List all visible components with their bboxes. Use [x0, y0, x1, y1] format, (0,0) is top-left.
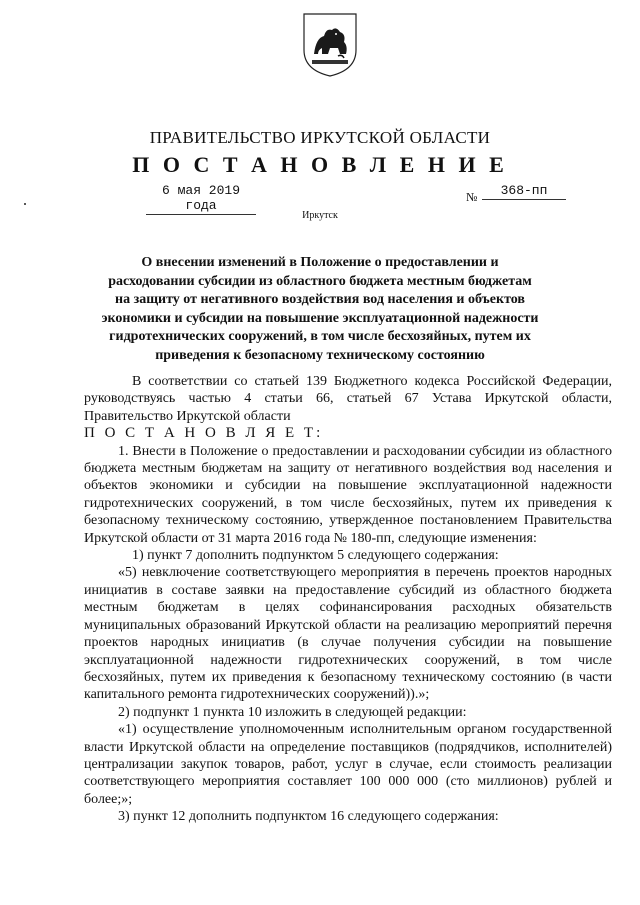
subitem-2-paragraph: 2) подпункт 1 пункта 10 изложить в следующей редакции: — [118, 704, 467, 720]
preamble-paragraph: В соответствии со статьей 139 Бюджетного кодекса Российской Федерации, руководствуясь частью 4 статьи 66, статьей 67 Устава Иркутской области, Правительство Иркутской области — [84, 374, 612, 424]
document-number: 368-пп — [482, 183, 566, 200]
number-sign: № — [466, 190, 478, 204]
stray-dot — [24, 203, 26, 205]
document-title: О внесении изменений в Положение о предоставлении и расходовании субсидии из областного бюджета местным бюджетам на защиту от негативного воздействия вод населения и объектов экономики и субсидии на повышение эксплуатационной надежности гидротехнических сооружений, в том числе бесхозяйных, путем их приведения к безопасному техническому состоянию — [101, 255, 539, 363]
document-city: Иркутск — [302, 210, 338, 221]
document-type: П О С Т А Н О В Л Е Н И Е — [132, 152, 508, 177]
subitem-3-paragraph: 3) пункт 12 дополнить подпунктом 16 следующего содержания: — [118, 809, 499, 825]
subitem-1-paragraph: 1) пункт 7 дополнить подпунктом 5 следующего содержания: — [132, 548, 499, 564]
document-date: 6 мая 2019 года — [146, 183, 256, 215]
resolves-heading: П О С Т А Н О В Л Я Е Т: — [84, 425, 324, 442]
subitem-2-text: «1) осуществление уполномоченным исполнительным органом государственной власти Иркутской области на определение поставщиков (подрядчиков, исполнителей) централизации закупок товаров, работ, услуг в случае, если стоимость реализации соответствующего мероприятия составляет 100 000 000 (сто миллионов) рублей и более;»; — [84, 722, 612, 807]
subitem-1-text: «5) невключение соответствующего мероприятия в перечень проектов народных инициатив в составе заявки на предоставление субсидий из областного бюджета местным бюджетам в целях софинансирования расходных обязательств муниципальных образований Иркутской области на реализацию мероприятий перечня проектов народных инициатив (в случае получения субсидии на повышение эксплуатационной надежности гидротехнических сооружений, в том числе бесхозяйных, путем их приведения к безопасному техническому состоянию (в части капитального ремонта гидротехнических сооружений)).»; — [84, 565, 612, 703]
item-1-paragraph: 1. Внести в Положение о предоставлении и расходовании субсидии из областного бюджета местным бюджетам на защиту от негативного воздействия вод населения и объектов экономики и субсидии на повышение эксплуатационной надежности гидротехнических сооружений, в том числе бесхозяйных, путем их приведения к безопасному техническому состоянию, утвержденное постановлением Правительства Иркутской области от 31 марта 2016 года № 180-пп, следующие изменения: — [84, 443, 612, 546]
government-name: ПРАВИТЕЛЬСТВО ИРКУТСКОЙ ОБЛАСТИ — [149, 128, 491, 147]
document-body — [84, 373, 612, 826]
coat-of-arms-icon — [300, 10, 360, 78]
